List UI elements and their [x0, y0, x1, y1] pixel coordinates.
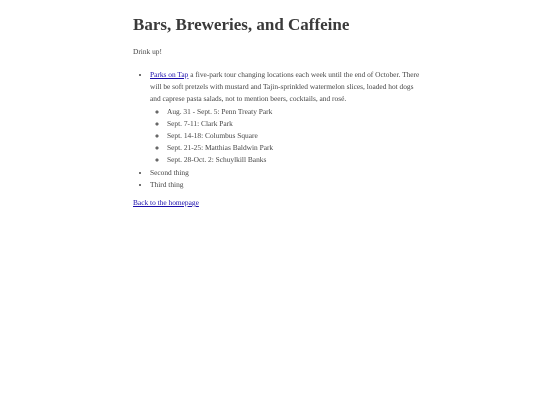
main-content	[133, 14, 423, 208]
schedule-item: ◦ Sept. 14-18: Columbus Square	[167, 130, 423, 142]
back-link-paragraph	[133, 198, 423, 208]
page-title: Bars, Breweries, and Caffeine	[133, 15, 350, 34]
schedule-item: ◦ Sept. 7-11: Clark Park	[167, 118, 423, 130]
intro-text: Drink up!	[133, 47, 162, 56]
back-to-homepage-link[interactable]: Back to the homepage	[133, 198, 199, 208]
list-item-second: • Second thing	[150, 167, 423, 179]
schedule-item: ◦ Sept. 28-Oct. 2: Schuylkill Banks	[167, 154, 423, 166]
list-item-parks-on-tap	[150, 69, 423, 167]
list-item-third: • Third thing	[150, 179, 423, 191]
parks-on-tap-link[interactable]: Parks on Tap	[150, 70, 189, 79]
main-list	[133, 69, 423, 191]
schedule-item: ◦ Aug. 31 - Sept. 5: Penn Treaty Park	[167, 106, 423, 118]
schedule-item: ◦ Sept. 21-25: Matthias Baldwin Park	[167, 142, 423, 154]
parks-schedule-list	[150, 106, 423, 167]
parks-on-tap-description: a five-park tour changing locations each week until the end of October. There will be soft pretzels with mustard and Tajin-sprinkled watermelon slices, loaded hot dogs and caprese pasta salads, not to mention beers, cocktails, and rosé.	[150, 70, 420, 104]
